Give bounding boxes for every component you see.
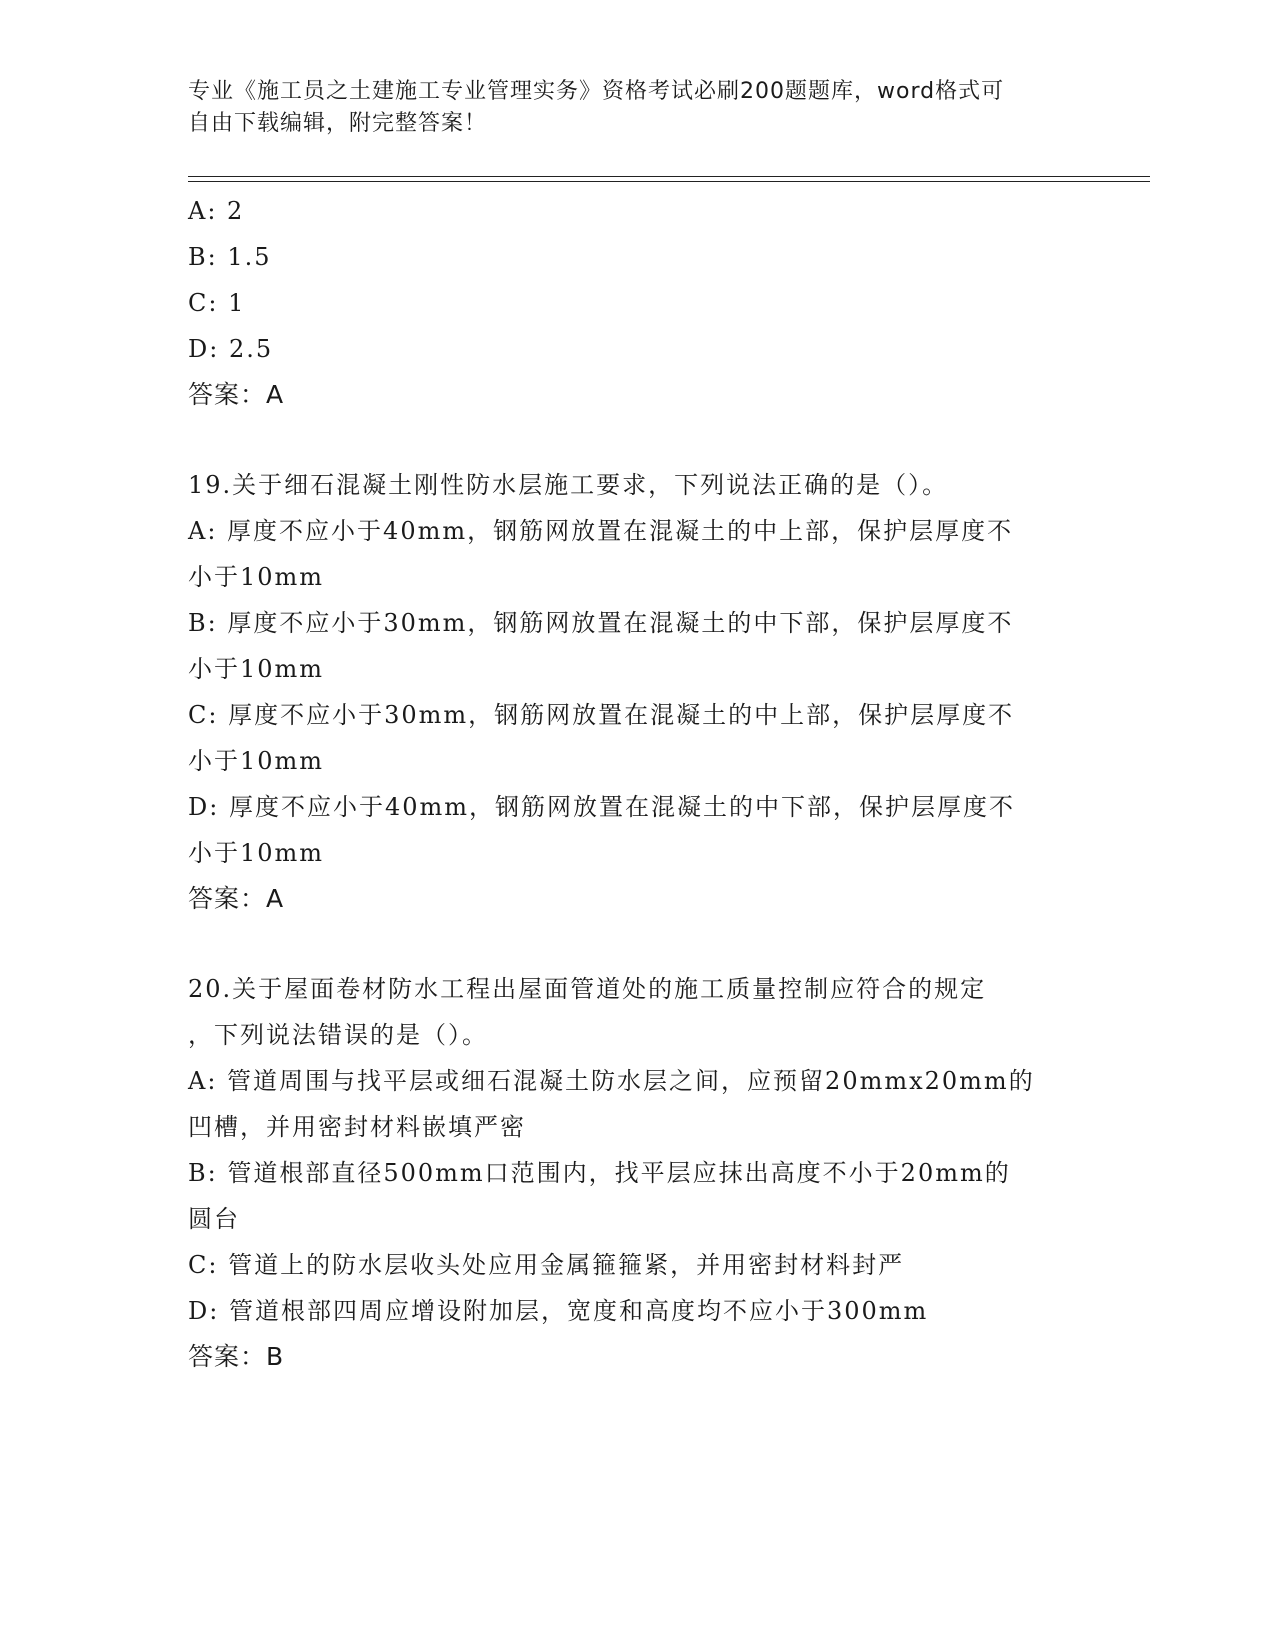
option-line: A: 2 [188, 197, 245, 225]
spacer [188, 418, 1088, 462]
option-line: B: 厚度不应小于30mm，钢筋网放置在混凝土的中下部，保护层厚度不 [188, 609, 1014, 637]
option-line: C: 管道上的防水层收头处应用金属箍箍紧，并用密封材料封严 [188, 1251, 905, 1279]
option-line: C: 1 [188, 289, 246, 317]
option-line: B: 管道根部直径500mm口范围内，找平层应抹出高度不小于20mm的 [188, 1159, 1011, 1187]
question-19-block [188, 462, 1088, 922]
option-line: 圆台 [188, 1205, 240, 1233]
question-stem: ，下列说法错误的是（）。 [188, 1021, 488, 1049]
option-line: A: 厚度不应小于40mm，钢筋网放置在混凝土的中上部，保护层厚度不 [188, 517, 1014, 545]
option-line: B: 1.5 [188, 243, 272, 271]
option-line: 小于10mm [188, 655, 325, 683]
question-20-block [188, 966, 1088, 1380]
option-line: 凹槽，并用密封材料嵌填严密 [188, 1113, 526, 1141]
option-line: 小于10mm [188, 563, 325, 591]
page-header [188, 76, 1088, 140]
option-line: D: 厚度不应小于40mm，钢筋网放置在混凝土的中下部，保护层厚度不 [188, 793, 1016, 821]
option-line: A: 管道周围与找平层或细石混凝土防水层之间，应预留20mmx20mm的 [188, 1067, 1035, 1095]
answer-line: 答案：B [188, 1342, 285, 1371]
option-line: 小于10mm [188, 839, 325, 867]
header-line-2: 自由下载编辑，附完整答案！ [188, 111, 488, 136]
option-line: 小于10mm [188, 747, 325, 775]
spacer [188, 922, 1088, 966]
answer-line: 答案：A [188, 884, 285, 913]
answer-line: 答案：A [188, 380, 285, 409]
option-line: C: 厚度不应小于30mm，钢筋网放置在混凝土的中上部，保护层厚度不 [188, 701, 1015, 729]
header-line-1: 专业《施工员之土建施工专业管理实务》资格考试必刷200题题库，word格式可 [188, 79, 1005, 104]
document-body [188, 188, 1088, 1380]
header-rule-top [188, 176, 1150, 177]
question-18-block [188, 188, 1088, 418]
option-line: D: 管道根部四周应增设附加层，宽度和高度均不应小于300mm [188, 1297, 929, 1325]
question-stem: 20.关于屋面卷材防水工程出屋面管道处的施工质量控制应符合的规定 [188, 975, 987, 1003]
question-stem: 19.关于细石混凝土刚性防水层施工要求，下列说法正确的是（）。 [188, 471, 949, 499]
header-rule-bottom [188, 181, 1150, 182]
option-line: D: 2.5 [188, 335, 274, 363]
